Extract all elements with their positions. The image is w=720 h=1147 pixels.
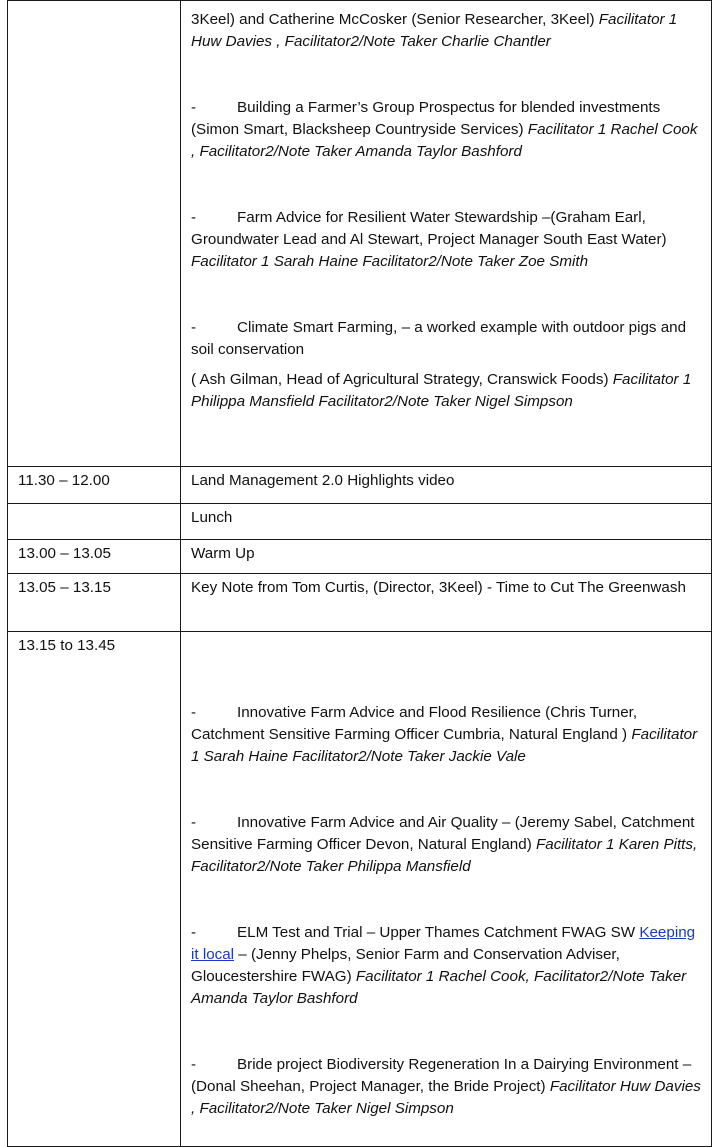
session-title: Building a Farmer’s Group Prospectus for blended investments bbox=[237, 99, 661, 116]
session-item bbox=[191, 702, 705, 768]
facilitator-text: Facilitator 1 Sarah Haine Facilitator2/Note Taker Zoe Smith bbox=[191, 253, 589, 270]
session-cell bbox=[181, 574, 712, 632]
time-label: 13.05 – 13.15 bbox=[18, 579, 111, 596]
session-title: Climate Smart Farming, – a worked example with outdoor pigs and soil conservation bbox=[191, 319, 687, 358]
session-text: Lunch bbox=[191, 509, 233, 526]
session-title: Bride project Biodiversity Regeneration In a Dairying Environment – (Donal Sheehan, Project Manager, the Bride Project) bbox=[191, 1056, 692, 1095]
table-row bbox=[8, 632, 712, 1147]
session-item bbox=[191, 812, 705, 878]
session-title: Farm Advice for Resilient Water Stewardship –(Graham Earl, Groundwater Lead and Al Stewart, Project Manager South East Water) bbox=[191, 209, 667, 248]
time-cell bbox=[8, 467, 181, 504]
session-text: 3Keel) and Catherine McCosker (Senior Researcher, 3Keel) bbox=[191, 11, 595, 28]
session-item bbox=[191, 97, 705, 163]
session-text: Warm Up bbox=[191, 545, 255, 562]
table-row bbox=[8, 504, 712, 540]
facilitator-text: Facilitator 1 Sarah Haine Facilitator2/Note Taker Jackie Vale bbox=[191, 726, 698, 765]
bullet-dash: - bbox=[191, 99, 197, 116]
bullet-dash: - bbox=[191, 319, 197, 336]
facilitator-text: Facilitator 1 Rachel Cook, Facilitator2/Note Taker Amanda Taylor Bashford bbox=[191, 968, 687, 1007]
bullet-dash: - bbox=[191, 814, 197, 831]
session-item bbox=[191, 922, 705, 1010]
facilitator-text: Facilitator 1 Karen Pitts, Facilitator2/Note Taker Philippa Mansfield bbox=[191, 836, 698, 875]
session-text: Land Management 2.0 Highlights video bbox=[191, 472, 455, 489]
bullet-dash: - bbox=[191, 209, 197, 226]
facilitator-text: Facilitator Huw Davies , Facilitator2/Note Taker Nigel Simpson bbox=[191, 1078, 701, 1117]
table-row bbox=[8, 1, 712, 467]
bullet-dash: - bbox=[191, 924, 197, 941]
table-row bbox=[8, 467, 712, 504]
facilitator-text: Facilitator 1 Rachel Cook , Facilitator2/Note Taker Amanda Taylor Bashford bbox=[191, 121, 698, 160]
session-continuation bbox=[191, 9, 705, 53]
bullet-dash: - bbox=[191, 1056, 197, 1073]
session-item bbox=[191, 207, 705, 273]
session-title: Innovative Farm Advice and Flood Resilience (Chris Turner, Catchment Sensitive Farming Officer Cumbria, Natural England ) bbox=[191, 704, 638, 743]
facilitator-text: Facilitator 1 Huw Davies , Facilitator2/Note Taker Charlie Chantler bbox=[191, 11, 678, 50]
session-details-para bbox=[191, 369, 705, 413]
time-cell bbox=[8, 574, 181, 632]
keeping-it-local-link[interactable]: Keeping it local bbox=[191, 924, 696, 963]
table-row bbox=[8, 574, 712, 632]
session-title-cont: – (Jenny Phelps, Senior Farm and Conservation Adviser, Gloucestershire FWAG) bbox=[191, 946, 620, 985]
time-label: 11.30 – 12.00 bbox=[18, 472, 110, 489]
bullet-dash: - bbox=[191, 704, 197, 721]
facilitator-text: Facilitator 1 Philippa Mansfield Facilitator2/Note Taker Nigel Simpson bbox=[191, 371, 692, 410]
agenda-table bbox=[7, 0, 712, 1147]
time-cell bbox=[8, 504, 181, 540]
session-cell bbox=[181, 1, 712, 467]
time-label: 13.00 – 13.05 bbox=[18, 545, 111, 562]
session-details: (Simon Smart, Blacksheep Countryside Services) bbox=[191, 121, 524, 138]
time-label: 13.15 to 13.45 bbox=[18, 637, 116, 654]
session-item bbox=[191, 1054, 705, 1120]
session-title: ELM Test and Trial – Upper Thames Catchment FWAG SW bbox=[237, 924, 636, 941]
session-cell bbox=[181, 540, 712, 574]
table-row bbox=[8, 540, 712, 574]
time-cell bbox=[8, 632, 181, 1147]
session-details: ( Ash Gilman, Head of Agricultural Strategy, Cranswick Foods) bbox=[191, 371, 609, 388]
session-text: Key Note from Tom Curtis, (Director, 3Keel) - Time to Cut The Greenwash bbox=[191, 579, 686, 596]
time-cell bbox=[8, 1, 181, 467]
session-cell bbox=[181, 632, 712, 1147]
session-cell bbox=[181, 504, 712, 540]
session-cell bbox=[181, 467, 712, 504]
session-item bbox=[191, 317, 705, 361]
time-cell bbox=[8, 540, 181, 574]
session-title: Innovative Farm Advice and Air Quality – (Jeremy Sabel, Catchment Sensitive Farming Officer Devon, Natural England) bbox=[191, 814, 695, 853]
